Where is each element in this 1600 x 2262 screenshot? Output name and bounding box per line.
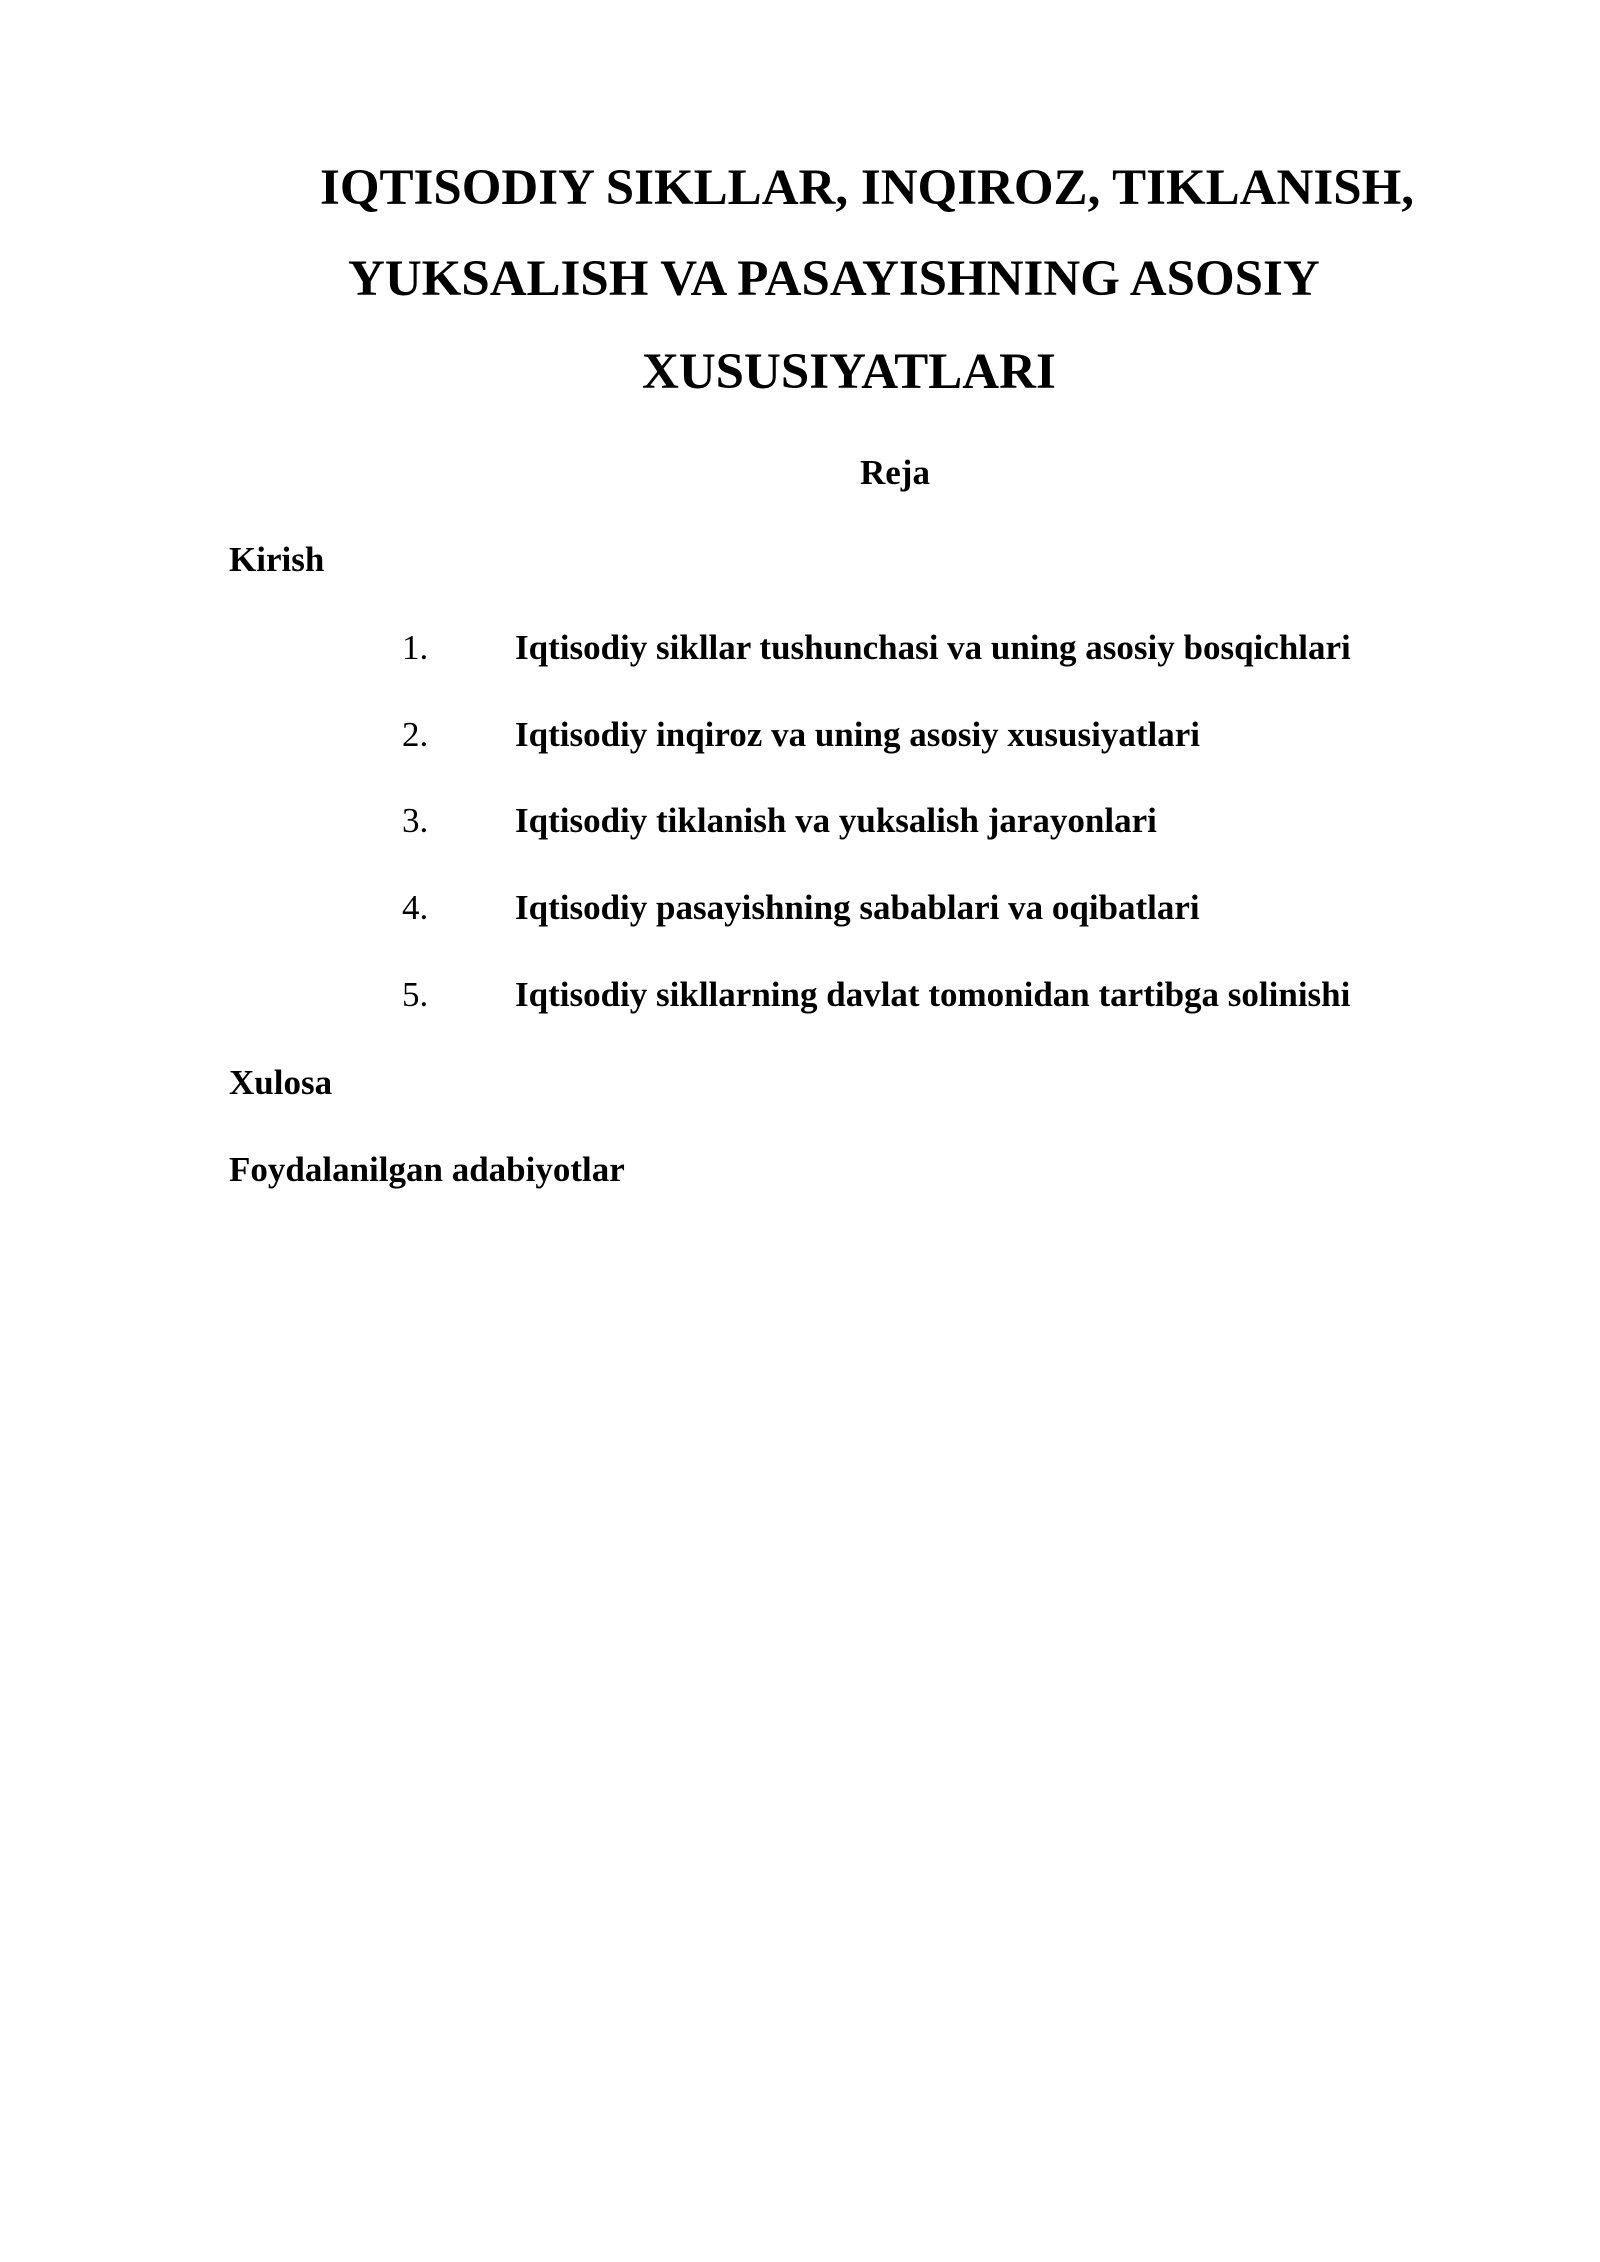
document-title-line-2: YUKSALISH VA PASAYISHNING ASOSIY: [348, 251, 1320, 307]
plan-item-text: Iqtisodiy tiklanish va yuksalish jarayonlari: [515, 801, 1157, 840]
plan-item-number: 2.: [402, 715, 429, 754]
document-title-line-1: IQTISODIY SIKLLAR, INQIROZ, TIKLANISH,: [320, 160, 1414, 216]
plan-item-number: 5.: [402, 975, 429, 1014]
plan-item: [0, 974, 1600, 1016]
plan-item-text: Iqtisodiy sikllarning davlat tomonidan tartibga solinishi: [515, 975, 1351, 1014]
section-conclusion: Xulosa: [229, 1063, 333, 1102]
plan-item-number: 3.: [402, 801, 429, 840]
plan-item-number: 1.: [402, 628, 429, 667]
plan-item: [0, 887, 1600, 929]
document-title-line-3: XUSUSIYATLARI: [642, 344, 1056, 400]
plan-item: [0, 800, 1600, 842]
plan-item-text: Iqtisodiy pasayishning sabablari va oqibatlari: [515, 888, 1200, 927]
section-references: Foydalanilgan adabiyotlar: [229, 1150, 625, 1189]
plan-item: [0, 627, 1600, 669]
plan-item-text: Iqtisodiy inqiroz va uning asosiy xususiyatlari: [515, 715, 1200, 754]
section-introduction: Kirish: [229, 540, 325, 579]
plan-item-number: 4.: [402, 888, 429, 927]
plan-item: [0, 714, 1600, 756]
plan-heading: Reja: [860, 453, 930, 492]
plan-item-text: Iqtisodiy sikllar tushunchasi va uning asosiy bosqichlari: [515, 628, 1351, 667]
